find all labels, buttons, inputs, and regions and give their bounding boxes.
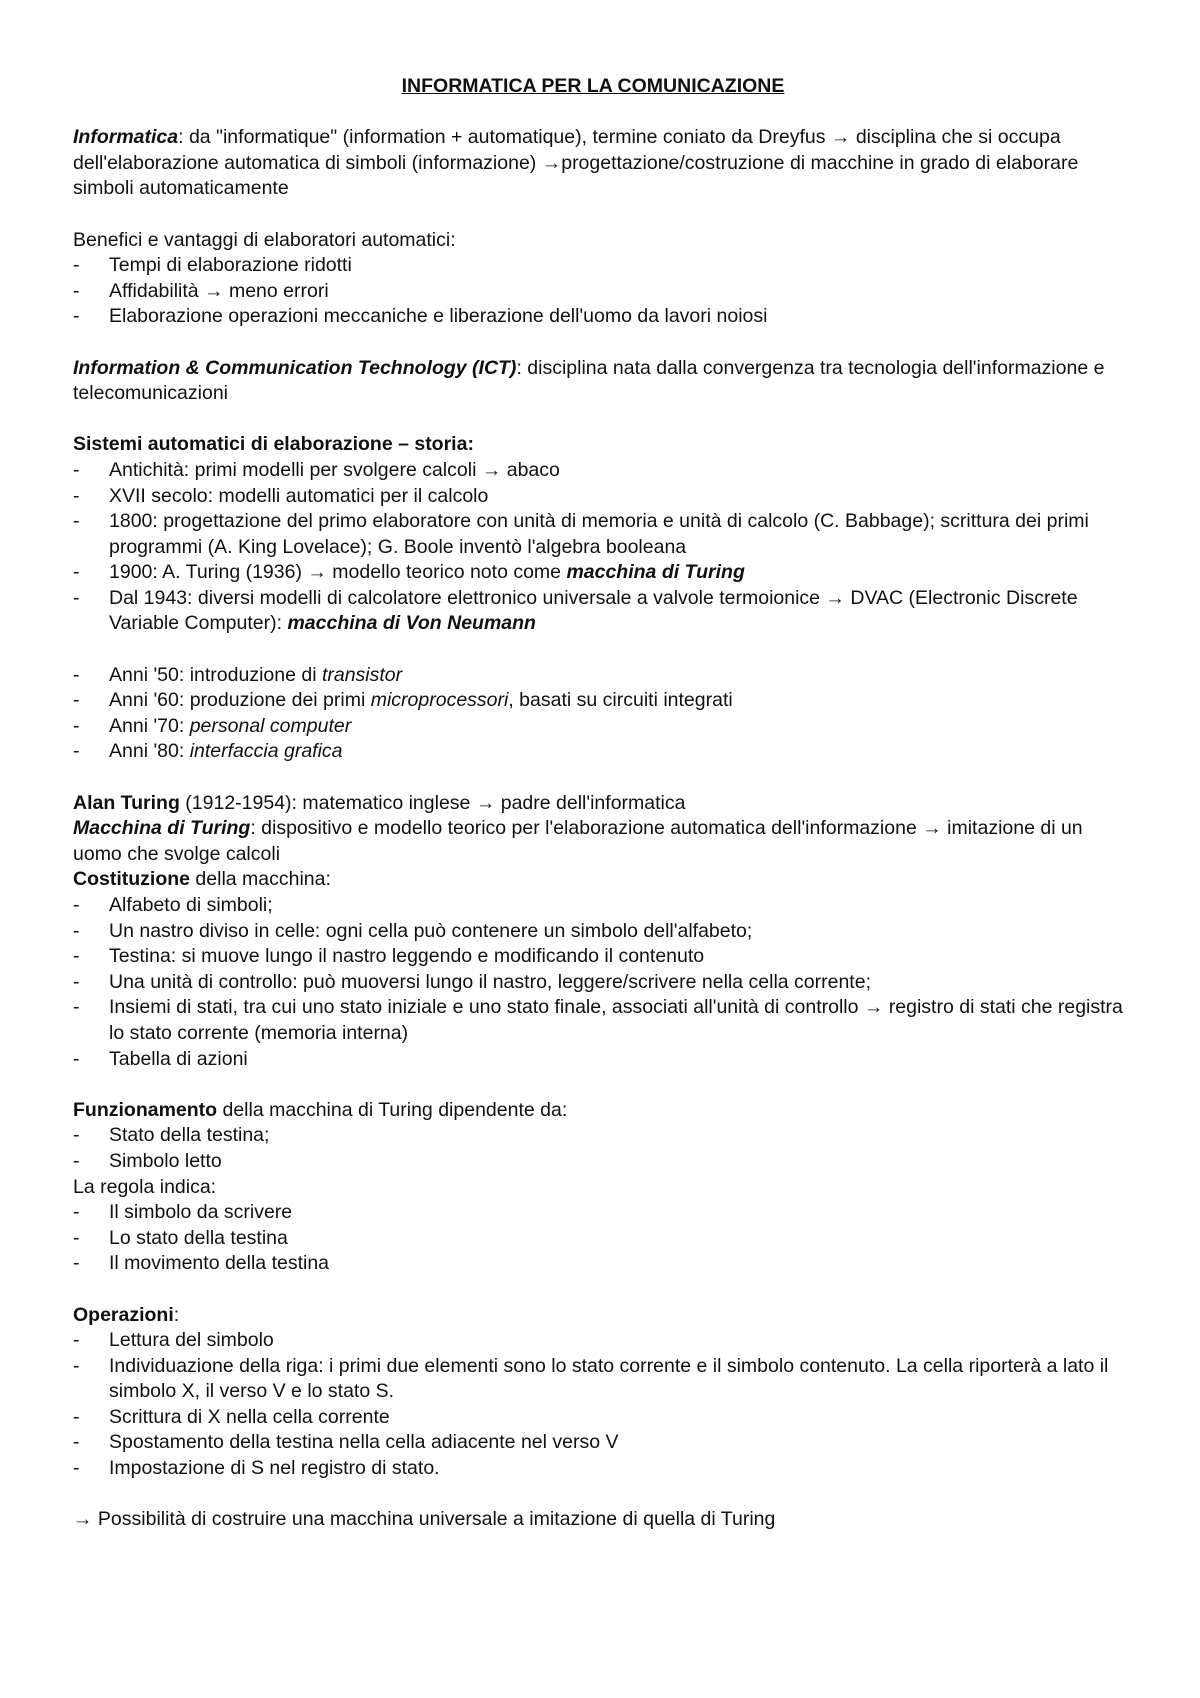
benefici-list [73, 253, 1133, 330]
list-item: - Il movimento della testina [73, 1251, 1133, 1277]
macchina-paragraph: Macchina di Turing: dispositivo e modello teorico per l'elaborazione automatica dell'informazione → imitazione di un uomo che svolge calcoli [73, 817, 1083, 865]
funzionamento-heading: Funzionamento della macchina di Turing dipendente da: [73, 1098, 568, 1121]
list-item: - Un nastro diviso in celle: ogni cella può contenere un simbolo dell'alfabeto; [73, 919, 1133, 945]
list-item: - Insiemi di stati, tra cui uno stato iniziale e uno stato finale, associati all'unità di controllo → registro di stati che registra lo stato corrente (memoria interna) [73, 995, 1133, 1046]
costituzione-heading: Costituzione della macchina: [73, 868, 331, 891]
alan-turing-paragraph: Alan Turing (1912-1954): matematico inglese → padre dell'informatica [73, 791, 686, 814]
benefici-heading: Benefici e vantaggi di elaboratori automatici: [73, 228, 456, 251]
arrow-icon: → [73, 1508, 93, 1531]
arrow-icon: → [922, 817, 942, 840]
list-item: - Stato della testina; [73, 1123, 1133, 1149]
regola-list [73, 1200, 1133, 1277]
list-item: - 1900: A. Turing (1936) → modello teorico noto come macchina di Turing [73, 560, 1133, 586]
list-item: - Lettura del simbolo [73, 1328, 1133, 1354]
arrow-icon: → [481, 458, 502, 481]
list-item: - Anni '60: produzione dei primi microprocessori, basati su circuiti integrati [73, 688, 1133, 714]
conclusion-paragraph: → Possibilità di costruire una macchina universale a imitazione di quella di Turing [73, 1508, 776, 1531]
list-item: - Simbolo letto [73, 1149, 1133, 1175]
list-item: - Tabella di azioni [73, 1047, 1133, 1073]
storia-list [73, 458, 1133, 637]
ict-term: Information & Communication Technology (ICT) [73, 356, 517, 379]
page-title: INFORMATICA PER LA COMUNICAZIONE [401, 75, 785, 97]
list-item: - Il simbolo da scrivere [73, 1200, 1133, 1226]
arrow-icon: → [475, 791, 496, 814]
list-item: - Anni '50: introduzione di transistor [73, 663, 1133, 689]
list-item: - Impostazione di S nel registro di stato. [73, 1456, 1133, 1482]
list-item: - 1800: progettazione del primo elaboratore con unità di memoria e unità di calcolo (C. Babbage); scrittura dei primi programmi (A. King Lovelace); G. Boole inventò l'algebra booleana [73, 509, 1133, 560]
storia-heading: Sistemi automatici di elaborazione – storia: [73, 433, 474, 456]
list-item: - Scrittura di X nella cella corrente [73, 1405, 1133, 1431]
arrow-icon: → [307, 561, 327, 584]
list-item: - Spostamento della testina nella cella adiacente nel verso V [73, 1430, 1133, 1456]
list-item: - Una unità di controllo: può muoversi lungo il nastro, leggere/scrivere nella cella corrente; [73, 970, 1133, 996]
regola-heading: La regola indica: [73, 1175, 217, 1198]
arrow-icon: → [863, 996, 884, 1019]
list-item: - Dal 1943: diversi modelli di calcolatore elettronico universale a valvole termoionice → DVAC (Electronic Discrete Variable Computer): macchina di Von Neumann [73, 586, 1133, 637]
list-item: - Anni '80: interfaccia grafica [73, 739, 1133, 765]
arrow-icon: → [204, 279, 224, 302]
informatica-paragraph: Informatica: da "informatique" (information + automatique), termine coniato da Dreyfus → disciplina che si occupa dell'elaborazione automatica di simboli (informazione) →progettazione/costruzione di macchine in grado di elaborare simboli automaticamente [73, 126, 1079, 200]
list-item: - Elaborazione operazioni meccaniche e liberazione dell'uomo da lavori noiosi [73, 304, 1133, 330]
list-item: - Individuazione della riga: i primi due elementi sono lo stato corrente e il simbolo contenuto. La cella riporterà a lato il simbolo X, il verso V e lo stato S. [73, 1354, 1133, 1405]
ict-paragraph: Information & Communication Technology (ICT): disciplina nata dalla convergenza tra tecnologia dell'informazione e telecomunicazioni [73, 356, 1105, 405]
costituzione-list [73, 893, 1133, 1072]
list-item: - Affidabilità → meno errori [73, 279, 1133, 305]
funzionamento-list [73, 1123, 1133, 1174]
informatica-term: Informatica [73, 126, 179, 149]
operazioni-list [73, 1328, 1133, 1482]
arrow-icon: → [830, 126, 851, 149]
arrow-icon: → [825, 586, 845, 609]
list-item: - Alfabeto di simboli; [73, 893, 1133, 919]
operazioni-heading: Operazioni: [73, 1303, 180, 1326]
list-item: - Anni '70: personal computer [73, 714, 1133, 740]
list-item: - XVII secolo: modelli automatici per il calcolo [73, 484, 1133, 510]
list-item: - Antichità: primi modelli per svolgere calcoli → abaco [73, 458, 1133, 484]
anni-list [73, 663, 1133, 765]
document-body [73, 74, 1133, 1533]
list-item: - Testina: si muove lungo il nastro leggendo e modificando il contenuto [73, 944, 1133, 970]
list-item: - Lo stato della testina [73, 1226, 1133, 1252]
arrow-icon: → [541, 151, 562, 174]
list-item: - Tempi di elaborazione ridotti [73, 253, 1133, 279]
